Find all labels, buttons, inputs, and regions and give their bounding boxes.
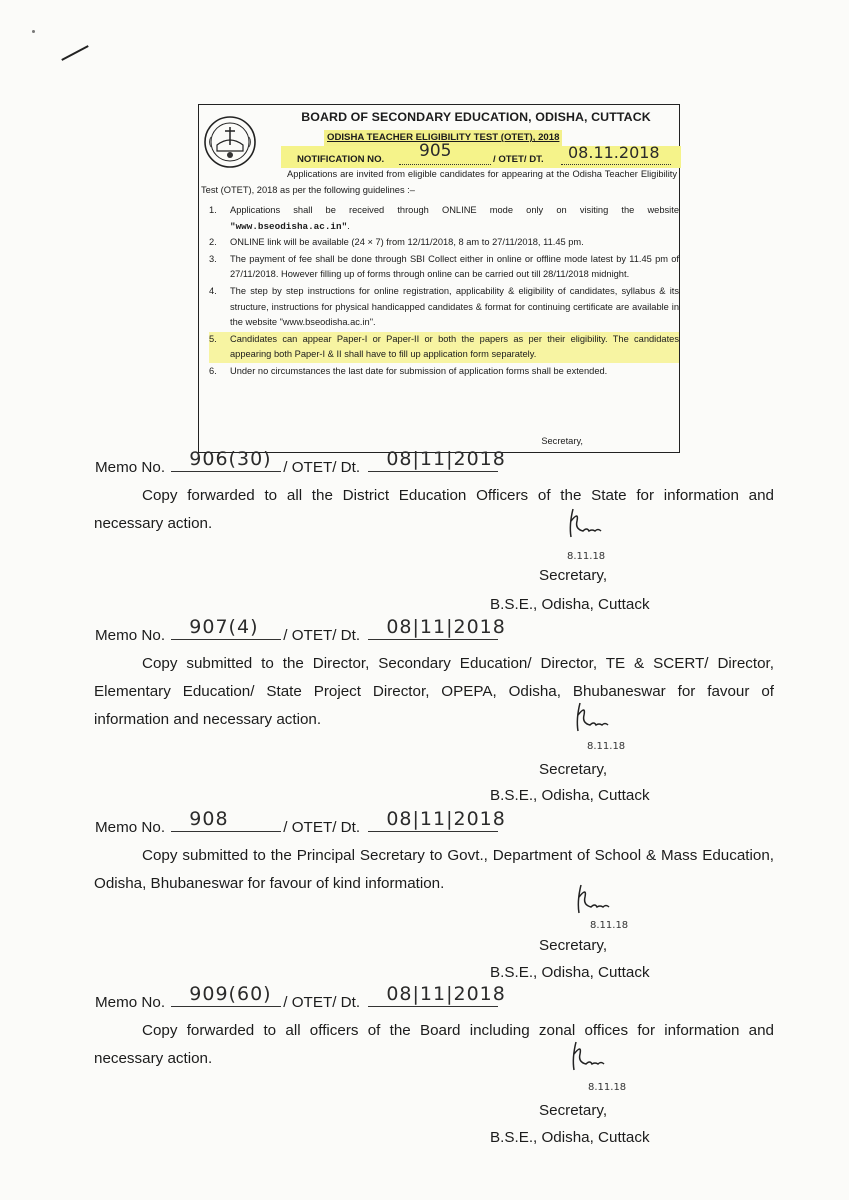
guideline-item	[209, 235, 679, 251]
board-emblem-icon	[203, 115, 257, 169]
number-rule	[399, 164, 491, 165]
notification-box	[198, 104, 680, 453]
secretary-organisation: B.S.E., Odisha, Cuttack	[490, 787, 650, 804]
memo-block	[0, 983, 849, 1160]
memo-date-label: / OTET/ Dt.	[283, 459, 361, 476]
memo-number-field	[171, 448, 281, 472]
signature-date: 8.11.18	[587, 741, 626, 752]
signature-icon	[572, 701, 612, 737]
signature-initial	[573, 883, 613, 919]
memo-header	[95, 808, 506, 836]
secretary-title: Secretary,	[539, 761, 608, 778]
secretary-organisation: B.S.E., Odisha, Cuttack	[490, 964, 650, 981]
memo-date-value: 08|11|2018	[386, 448, 506, 470]
memo-date-value: 08|11|2018	[386, 616, 506, 638]
memo-number-value: 909(60)	[189, 983, 272, 1005]
guideline-text: Under no circumstances the last date for submission of application forms shall be extended.	[230, 365, 608, 376]
secretary-organisation: B.S.E., Odisha, Cuttack	[490, 1129, 650, 1146]
signature-initial	[572, 701, 612, 737]
guidelines-list	[209, 203, 679, 380]
test-name: ODISHA TEACHER ELIGIBILITY TEST (OTET), 2018	[324, 130, 562, 146]
memo-header	[95, 616, 506, 644]
signature-icon	[565, 507, 605, 543]
memo-block	[0, 808, 849, 985]
date-rule	[561, 164, 671, 165]
guideline-item	[209, 203, 679, 234]
memo-body: Copy forwarded to all the District Education Officers of the State for information and necessary action.	[94, 487, 774, 532]
memo-date-field	[368, 983, 506, 1007]
memo-block	[0, 448, 849, 625]
signature-initial	[568, 1040, 608, 1076]
memo-body: Copy submitted to the Principal Secretary to Govt., Department of School & Mass Education, Odisha, Bhubaneswar for favour of kind information.	[94, 847, 774, 892]
notification-number-value: 905	[419, 141, 452, 161]
guideline-number: 6.	[209, 365, 217, 376]
memo-date-label: / OTET/ Dt.	[283, 994, 361, 1011]
memo-label: Memo No.	[95, 994, 166, 1011]
memo-date-value: 08|11|2018	[386, 983, 506, 1005]
notification-number-line	[281, 141, 681, 168]
guideline-number: 2.	[209, 237, 217, 248]
secretary-title: Secretary,	[539, 937, 608, 954]
memo-label: Memo No.	[95, 819, 166, 836]
guideline-number: 3.	[209, 253, 217, 264]
scan-speck	[32, 30, 35, 33]
signature-date: 8.11.18	[588, 1082, 627, 1093]
guideline-text: ONLINE link will be available (24 × 7) from 12/11/2018, 8 am to 27/11/2018, 11.45 pm.	[230, 237, 584, 248]
board-name: BOARD OF SECONDARY EDUCATION, ODISHA, CUTTACK	[301, 110, 651, 124]
guideline-item	[209, 284, 679, 331]
guideline-text: The payment of fee shall be done through SBI Collect either in online or offline mode latest by 11.45 pm of 27/11/2018. However filling up of forms through online can be carried out till 28/11/2018 midnight.	[230, 253, 679, 280]
memo-date-label: / OTET/ Dt.	[283, 819, 361, 836]
memo-date-field	[368, 808, 506, 832]
signature-initial	[565, 507, 605, 543]
guideline-item	[209, 252, 679, 283]
guideline-number: 1.	[209, 205, 217, 215]
secretary-organisation: B.S.E., Odisha, Cuttack	[490, 596, 650, 613]
memo-date-field	[368, 616, 506, 640]
guideline-number: 4.	[209, 285, 217, 296]
website-link[interactable]: "www.bseodisha.ac.in"	[230, 220, 348, 232]
memo-number-field	[171, 983, 281, 1007]
memo-date-value: 08|11|2018	[386, 808, 506, 830]
memo-date-field	[368, 448, 506, 472]
memo-number-value: 908	[189, 808, 229, 830]
memo-number-value: 907(4)	[189, 616, 259, 638]
signature-date: 8.11.18	[590, 920, 629, 931]
signature-icon	[573, 883, 613, 919]
guideline-text: Applications shall be received through ONLINE mode only on visiting the website	[230, 205, 679, 215]
memo-header	[95, 448, 506, 476]
memo-block	[0, 616, 849, 808]
secretary-title: Secretary,	[539, 1102, 608, 1119]
memo-number-field	[171, 616, 281, 640]
memo-label: Memo No.	[95, 459, 166, 476]
notification-intro: Applications are invited from eligible candidates for appearing at the Odisha Teacher Eligibility Test (OTET), 2018 as per the following guidelines :–	[201, 169, 677, 195]
secretary-title: Secretary,	[539, 567, 608, 584]
memo-number-field	[171, 808, 281, 832]
guideline-item-highlighted	[209, 332, 679, 363]
guideline-tail: .	[347, 220, 350, 231]
memo-header	[95, 983, 506, 1011]
memo-label: Memo No.	[95, 627, 166, 644]
notification-date-value: 08.11.2018	[568, 143, 660, 162]
signature-icon	[568, 1040, 608, 1076]
memo-date-label: / OTET/ Dt.	[283, 627, 361, 644]
guideline-text: Candidates can appear Paper-I or Paper-II or both the papers as per their eligibility. The candidates appearing both Paper-I & II shall have to fill up application form separately.	[230, 333, 679, 360]
notification-signatory: Secretary,	[541, 436, 583, 447]
guideline-text: The step by step instructions for online registration, applicability & eligibility of candidates, syllabus & its structure, instructions for physical handicapped candidates & format for continuing certificate are available in the website "www.bseodisha.ac.in".	[230, 285, 679, 328]
memo-number-value: 906(30)	[189, 448, 272, 470]
signature-date: 8.11.18	[567, 551, 606, 562]
guideline-item	[209, 364, 679, 380]
pencil-mark	[61, 45, 88, 61]
notification-number-label: NOTIFICATION NO.	[297, 154, 385, 165]
memo-body: Copy forwarded to all officers of the Board including zonal offices for information and necessary action.	[94, 1022, 774, 1067]
guideline-number: 5.	[209, 333, 217, 344]
notification-date-label: / OTET/ DT.	[493, 154, 544, 165]
memo-body: Copy submitted to the Director, Secondary Education/ Director, TE & SCERT/ Director, Elementary Education/ State Project Director, OPEPA, Odisha, Bhubaneswar for favour of information and necessary action.	[94, 655, 774, 728]
